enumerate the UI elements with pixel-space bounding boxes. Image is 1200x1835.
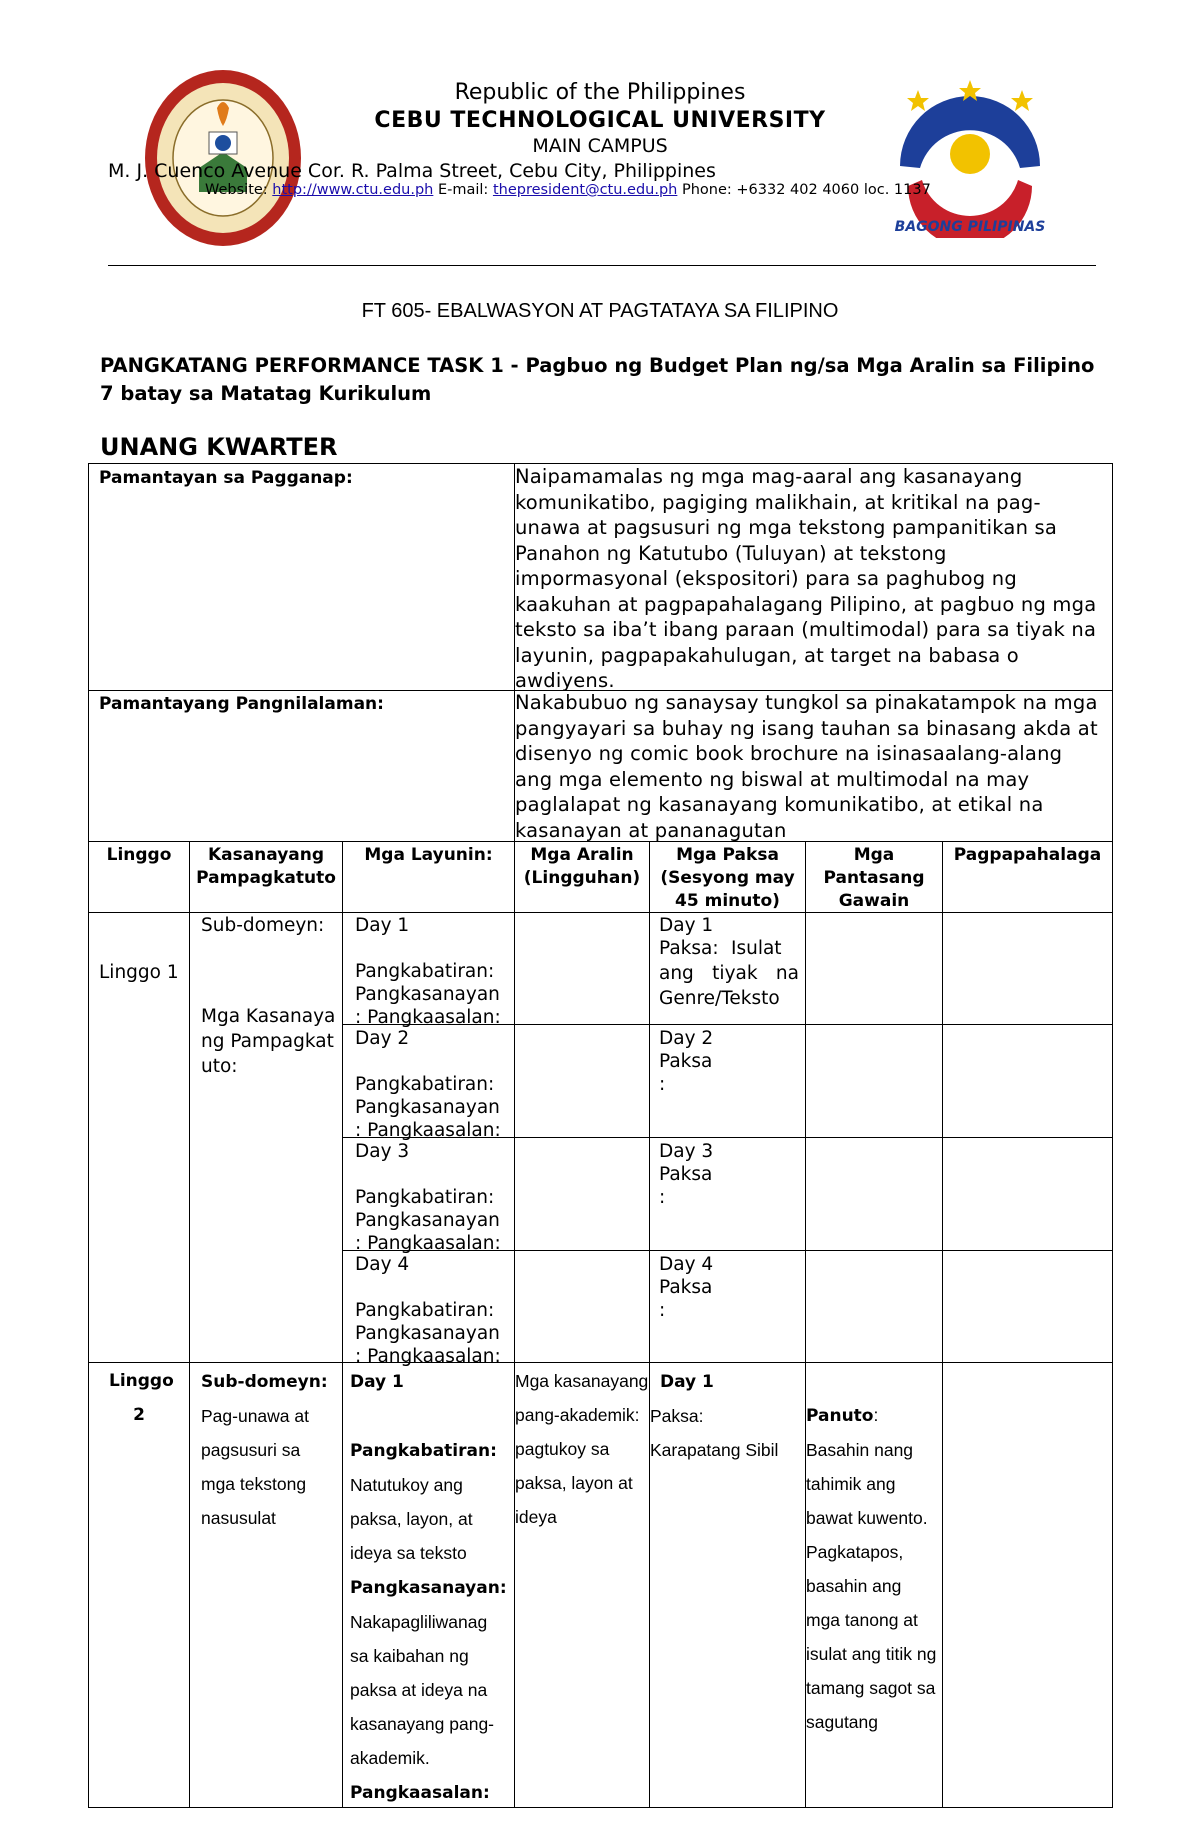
header-campus: MAIN CAMPUS <box>532 135 668 157</box>
course-title: FT 605- EBALWASYON AT PAGTATAYA SA FILIPINO <box>361 300 839 322</box>
header-university-name: CEBU TECHNOLOGICAL UNIVERSITY <box>374 108 826 133</box>
week2-paksa-cell <box>650 1364 805 1467</box>
w1-day3-pangkasanayan: Pangkasanayan <box>355 1210 500 1231</box>
w1-day4-pangkaasalan: : Pangkaasalan: <box>355 1346 501 1367</box>
task-title <box>100 352 1110 408</box>
email-label: E-mail: <box>437 182 489 198</box>
w1-day4-pangkasanayan: Pangkasanayan <box>355 1323 500 1344</box>
week1-kasanayan: Mga Kasanayang Pampagkatuto: <box>201 1006 336 1077</box>
w2-paksa-label: Paksa: <box>650 1406 704 1426</box>
week1-subdomain: Sub-domeyn: <box>201 915 325 936</box>
header-contact-line <box>205 182 931 198</box>
standard-text-content: Nakabubuo ng sanaysay tungkol sa pinakatampok na mga pangyayari sa buhay ng isang tauhan sa binasang akda at disenyo ng comic book brochure na isinasaalang-alang ang mga elemento ng biswal at multimodal na may paglalapat ng kasanayang komunikatibo, at etikal na kasanayan at pananagutan <box>515 691 1098 842</box>
w1-paksa4-label: Paksa <box>659 1277 713 1298</box>
w1-paksa2-day: Day 2 <box>659 1028 714 1049</box>
w2-day1-label: Day 1 <box>350 1372 404 1392</box>
phone-text: Phone: +6332 402 4060 loc. 1137 <box>681 182 931 198</box>
bagong-pilipinas-wordmark: BAGONG PILIPINAS <box>894 219 1046 235</box>
col-header-kasanayan: Kasanayang Pampagkatuto <box>196 845 336 888</box>
w1-day4-pangkabatiran: Pangkabatiran: <box>355 1300 495 1321</box>
task-title-bold: PANGKATANG PERFORMANCE <box>100 354 421 377</box>
task-title-rest: TASK 1 - Pagbuo ng Budget Plan ng/sa Mga Aralin sa Filipino 7 batay sa Matatag Kurikulum <box>100 354 1095 405</box>
w1-day3-label: Day 3 <box>355 1141 410 1162</box>
w1-paksa2-value: : <box>659 1074 666 1095</box>
week2-subdomain: Sub-domeyn: <box>201 1372 328 1392</box>
week2-subdomain-text: Pag-unawa at pagsusuri sa mga tekstong nasusulat <box>201 1406 309 1528</box>
w1-day3-pangkaasalan: : Pangkaasalan: <box>355 1233 501 1254</box>
header-divider <box>108 265 1096 266</box>
w1-paksa3-label: Paksa <box>659 1164 713 1185</box>
w1-day1-pangkaasalan: : Pangkaasalan: <box>355 1007 501 1028</box>
w1-day3-pangkabatiran: Pangkabatiran: <box>355 1187 495 1208</box>
col-header-aralin: Mga Aralin (Lingguhan) <box>523 845 641 888</box>
w1-paksa4-value: : <box>659 1300 666 1321</box>
week2-layunin-cell <box>350 1364 510 1810</box>
w2-panuto-text: Basahin nang tahimik ang bawat kuwento. Pagkatapos, basahin ang mga tanong at isulat ang titik ng tamang sagot sa sagutang <box>806 1440 937 1732</box>
w1-day2-pangkasanayan: Pangkasanayan <box>355 1097 500 1118</box>
standard-label-content: Pamantayang Pangnilalaman: <box>99 694 384 714</box>
w1-day2-pangkaasalan: : Pangkaasalan: <box>355 1120 501 1141</box>
w1-paksa1-label: Paksa: <box>659 938 719 959</box>
standard-text-performance: Naipamamalas ng mga mag-aaral ang kasanayang komunikatibo, pagiging malikhain, at kritikal na pag-unawa at pagsusuri ng mga tekstong pampanitikan sa Panahon ng Katutubo (Tuluyan) at tekstong impormasyonal (ekspositori) para sa paghubog ng kaakuhan at pagpapahalagang Pilipino, at pagbuo ng mga teksto sa iba’t ibang paraan (multimodal) para sa tiyak na layunin, pagpapakahulugan, at target na babasa o awdiyens. <box>515 465 1097 692</box>
w1-paksa1-value: Isulat ang tiyak na Genre/Teksto <box>659 938 799 1009</box>
w1-paksa1-day: Day 1 <box>659 915 714 936</box>
col-header-gawain: Mga Pantasang Gawain <box>823 845 925 911</box>
week2-kasanayan-cell <box>201 1364 336 1535</box>
w1-paksa4-day: Day 4 <box>659 1254 714 1275</box>
email-link[interactable]: thepresident@ctu.edu.ph <box>492 182 678 198</box>
col-header-paksa: Mga Paksa (Sesyong may 45 minuto) <box>660 845 795 911</box>
standard-label-performance: Pamantayan sa Pagganap: <box>99 468 353 488</box>
col-header-pagpapahalaga: Pagpapahalaga <box>953 845 1102 865</box>
w1-day1-pangkabatiran: Pangkabatiran: <box>355 961 495 982</box>
website-link[interactable]: http://www.ctu.edu.ph <box>272 182 434 198</box>
w1-paksa3-value: : <box>659 1187 666 1208</box>
week2-label-text: Linggo 2 <box>109 1371 174 1425</box>
w2-pangkaasalan-label: Pangkaasalan: <box>350 1783 490 1803</box>
budget-plan-table <box>88 463 1113 1808</box>
header-republic: Republic of the Philippines <box>454 80 746 105</box>
website-label: Website: <box>205 182 268 198</box>
col-header-linggo: Linggo <box>106 845 172 865</box>
w2-pangkasanayan-label: Pangkasanayan: <box>350 1578 507 1598</box>
w1-day1-label: Day 1 <box>355 915 410 936</box>
w2-pangkasanayan-text: Nakapagliliwanag sa kaibahan ng paksa at ideya na kasanayang pang-akademik. <box>350 1612 494 1768</box>
w2-paksa-text: Karapatang Sibil <box>650 1440 779 1460</box>
w2-panuto-label: Panuto <box>806 1406 874 1426</box>
w2-aralin: Mga kasanayang pang-akademik: pagtukoy sa paksa, layon at ideya <box>515 1371 649 1527</box>
w1-paksa3-day: Day 3 <box>659 1141 714 1162</box>
week2-gawain-cell: Panuto: Basahin nang tahimik ang bawat kuwento. Pagkatapos, basahin ang mga tanong at isulat ang titik ng tamang sagot sa sagutang <box>806 1405 937 1732</box>
w1-day2-pangkabatiran: Pangkabatiran: <box>355 1074 495 1095</box>
w2-pangkabatiran-label: Pangkabatiran: <box>350 1441 497 1461</box>
quarter-heading: UNANG KWARTER <box>100 433 338 461</box>
header-address: M. J. Cuenco Avenue Cor. R. Palma Street, Cebu City, Philippines <box>108 160 716 182</box>
week2-label <box>89 1364 189 1432</box>
w1-day2-label: Day 2 <box>355 1028 410 1049</box>
w1-paksa2-label: Paksa <box>659 1051 713 1072</box>
w1-day4-label: Day 4 <box>355 1254 410 1275</box>
w2-paksa-day: Day 1 <box>660 1372 714 1392</box>
week1-label: Linggo 1 <box>99 962 179 983</box>
w1-day1-pangkasanayan: Pangkasanayan <box>355 984 500 1005</box>
col-header-layunin: Mga Layunin: <box>364 845 493 865</box>
w2-pangkabatiran-text: Natutukoy ang paksa, layon, at ideya sa teksto <box>350 1475 473 1563</box>
